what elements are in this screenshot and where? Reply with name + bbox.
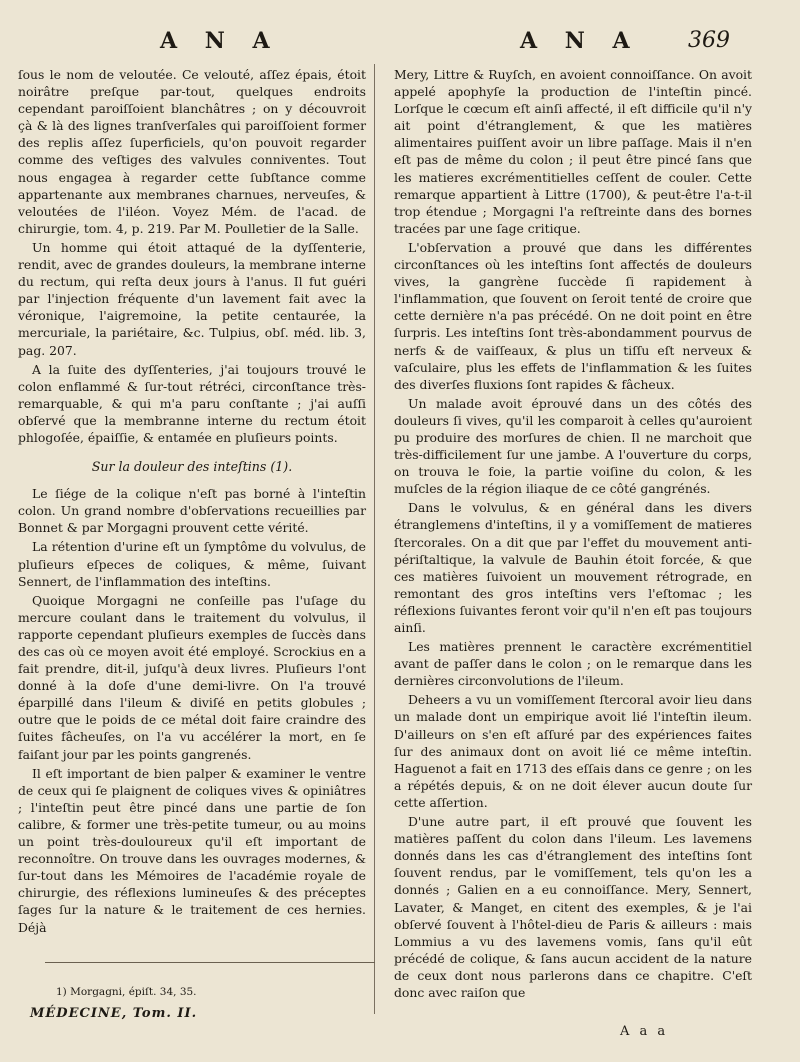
paragraph: Deheers a vu un vomiſſement ſtercoral avoir lieu dans un malade dont un empirique avoit lié l'inteſtin ileum. D'ailleurs on s'en eſt aſſuré par des expériences faites ſur des animaux dont on avoit lié ce même inteſtin. Haguenot a fait en 1713 des eſſais dans ce genre ; on les a répétés depuis, & on ne doit élever aucun doute ſur cette aſſertion. (394, 692, 752, 810)
paragraph: Un malade avoit éprouvé dans un des côtés des douleurs ſi vives, qu'il les comparoit à celles qu'auroient pu produire des morſures de chien. Il ne marchoit que très-difficilement ſur une jambe. A l'ouverture du corps, on trouva le foie, la partie voiſine du colon, & les muſcles de la région iliaque de ce côté gangrénés. (394, 395, 752, 497)
paragraph: Le ſiége de la colique n'eſt pas borné à l'inteſtin colon. Un grand nombre d'obſervations recueillies par Bonnet & par Morgagni prouvent cette vérité. (18, 486, 366, 536)
running-head-right: A N A (520, 28, 640, 54)
page-number: 369 (688, 28, 730, 53)
paragraph: Un homme qui étoit attaqué de la dyſſenterie, rendit, avec de grandes douleurs, la membrane interne du rectum, qui reſta deux jours à l'anus. Il fut guéri par l'injection fréquente d'un lavement fait avec la véronique, l'aigremoine, la petite centaurée, la mercuriale, la pariétaire, &c. Tulpius, obſ. méd. lib. 3, pag. 207. (18, 239, 366, 358)
section-heading: Sur la douleur des inteſtins (1). (91, 459, 293, 475)
right-column (394, 66, 752, 1001)
catchword: A a a (620, 1024, 669, 1039)
signature-line: MÉDECINE, Tom. II. (30, 1006, 198, 1021)
paragraph: Quoique Morgagni ne conſeille pas l'uſage du mercure coulant dans le traitement du volvulus, il rapporte cependant pluſieurs exemples de ſuccès dans des cas où ce moyen avoit été employé. Scrockius en a fait prendre, dit-il, juſqu'à deux livres. Pluſieurs l'ont donné à la doſe d'une demi-livre. On l'a trouvé éparpillé dans l'ileum & diviſé en petits globules ; outre que le poids de ce métal doit faire craindre des ſuites fâcheuſes, on l'a vu accélérer la mort, en ſe faiſant jour par les points gangrenés. (18, 592, 366, 762)
paragraph: D'une autre part, il eſt prouvé que ſouvent les matières paſſent du colon dans l'ileum. Les lavemens donnés dans les cas d'étranglement des inteſtins ſont ſouvent rendus, par le vomiſſement, tels qu'on les a donnés ; Galien en a eu connoiſſance. Mery, Sennert, Lavater, & Manget, en citent des exemples, & je l'ai obſervé ſouvent à l'hôtel-dieu de Paris & ailleurs : mais Lommius a vu des lavemens vomis, ſans qu'il eût précédé de colique, & ſans aucun accident de la nature de ceux dont nous parlerons dans ce chapitre. C'eſt donc avec raiſon que (394, 814, 752, 1000)
paragraph: Les matières prennent le caractère excrémentitiel avant de paſſer dans le colon ; on le remarque dans les dernières circonvolutions de l'ileum. (394, 639, 752, 689)
paragraph: L'obſervation a prouvé que dans les différentes circonſtances où les inteſtins ſont affectés de douleurs vives, la gangrène ſuccède ſi rapidement à l'inflammation, que ſouvent on ſeroit tenté de croire que cette dernière n'a pas précédé. On ne doit point en être ſurpris. Les inteſtins ſont très-abondamment pourvus de nerfs & de vaiſſeaux, & plus un tiſſu eſt nerveux & vaſculaire, plus les effets de l'inflammation & les ſuites des diverſes fluxions ſont rapides & fâcheux. (394, 239, 752, 392)
left-column (18, 66, 366, 936)
paragraph: Mery, Littre & Ruyſch, en avoient connoiſſance. On avoit appelé apophyſe la production de l'inteſtin pincé. Lorſque le cœcum eſt ainſi affecté, il eſt difficile qu'il n'y ait point d'étranglement, & que les matières alimentaires puiſſent avoir un libre paſſage. Mais il n'en eſt pas de même du colon ; il peut être pincé ſans que les matieres excrémentitielles ceſſent de couler. Cette remarque appartient à Littre (1700), & peut-être l'a-t-il trop étendue ; Morgagni l'a reſtreinte dans des bornes tracées par une ſage critique. (394, 67, 752, 236)
paragraph: ſous le nom de veloutée. Ce velouté, aſſez épais, étoit noirâtre preſque par-tout, quelques endroits cependant paroiſſoient blanchâtres ; on y découvroit çà & là des lignes tranſverſales qui paroiſſoient former des replis aſſez ſuperficiels, qu'on pouvoit regarder comme des veſtiges des valvules conniventes. Tout nous engagea à regarder cette ſubſtance comme appartenante aux membranes charnues, nerveuſes, & veloutées de l'iléon. Voyez Mém. de l'acad. de chirurgie, tom. 4, p. 219. Par M. Poulletier de la Salle. (18, 67, 366, 236)
paragraph: Il eſt important de bien palper & examiner le ventre de ceux qui ſe plaignent de coliques vives & opiniâtres ; l'inteſtin peut être pincé dans une partie de ſon calibre, & former une très-petite tumeur, ou au moins un point très-douloureux qu'il eſt important de reconnoître. On trouve dans les ouvrages modernes, & ſur-tout dans les Mémoires de l'académie royale de chirurgie, des réflexions lumineuſes & des préceptes ſages ſur la nature & le traitement de ces hernies. Déjà (18, 765, 366, 935)
footnote-rule (45, 962, 375, 963)
running-head-left: A N A (160, 28, 280, 54)
footnote: 1) Morgagni, épiſt. 34, 35. (56, 986, 197, 998)
paragraph: A la ſuite des dyſſenteries, j'ai toujours trouvé le colon enflammé & ſur-tout rétréci, circonſtance très-remarquable, & qui m'a paru conſtante ; j'ai auſſi obſervé que la membranne interne du rectum étoit phlogoſée, épaiſſie, & entamée en pluſieurs points. (18, 361, 366, 445)
column-divider (374, 64, 375, 1014)
paragraph: Dans le volvulus, & en général dans les divers étranglemens d'inteſtins, il y a vomiſſement de matieres ſtercorales. On a dit que par l'effet du mouvement anti-périſtaltique, la valvule de Bauhin étoit forcée, & que ces matières ſuivoient un mouvement rétrograde, en remontant des gros inteſtins vers l'eſtomac ; les réflexions ſuivantes feront voir qu'il n'en eſt pas toujours ainſi. (394, 500, 752, 635)
paragraph: La rétention d'urine eſt un ſymptôme du volvulus, de pluſieurs eſpeces de coliques, & même, ſuivant Sennert, de l'inflammation des inteſtins. (18, 539, 366, 589)
